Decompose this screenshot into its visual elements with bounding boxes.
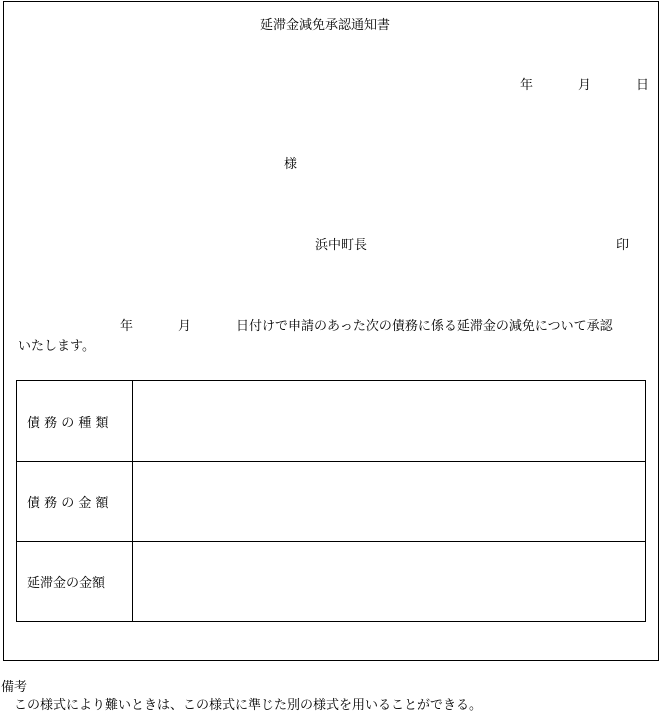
debt-amount-field[interactable]: [133, 462, 645, 541]
late-fee-amount-field[interactable]: [133, 542, 645, 621]
body-year-label: 年: [120, 319, 134, 334]
date-year-label: 年: [520, 78, 534, 93]
body-text-line2: いたします。: [18, 339, 95, 354]
table-row: [17, 541, 645, 621]
row-label-cell: [17, 462, 133, 541]
seal-mark: 印: [616, 238, 630, 253]
document-title: 延滞金減免承認通知書: [260, 18, 391, 33]
row-label-cell: [17, 542, 133, 621]
notes-heading: 備考: [1, 680, 28, 695]
sender-name: 浜中町長: [315, 238, 368, 253]
debt-type-field[interactable]: [133, 381, 645, 461]
row-label-cell: [17, 381, 133, 461]
date-month-label: 月: [578, 78, 592, 93]
recipient-honorific: 様: [284, 157, 298, 172]
late-fee-amount-label: 延滞金の金額: [27, 576, 106, 591]
table-row: [17, 381, 645, 461]
debt-amount-label: 債 務 の 金 額: [27, 496, 109, 511]
body-text-line1: 日付けで申請のあった次の債務に係る延滞金の減免について承認: [236, 319, 613, 334]
table-row: [17, 461, 645, 541]
debt-type-label: 債 務 の 種 類: [27, 415, 109, 431]
notes-text: この様式により難いときは、この様式に準じた別の様式を用いることができる。: [14, 698, 483, 713]
date-day-label: 日: [636, 78, 650, 93]
debt-info-table: [16, 380, 646, 622]
body-month-label: 月: [178, 319, 192, 334]
